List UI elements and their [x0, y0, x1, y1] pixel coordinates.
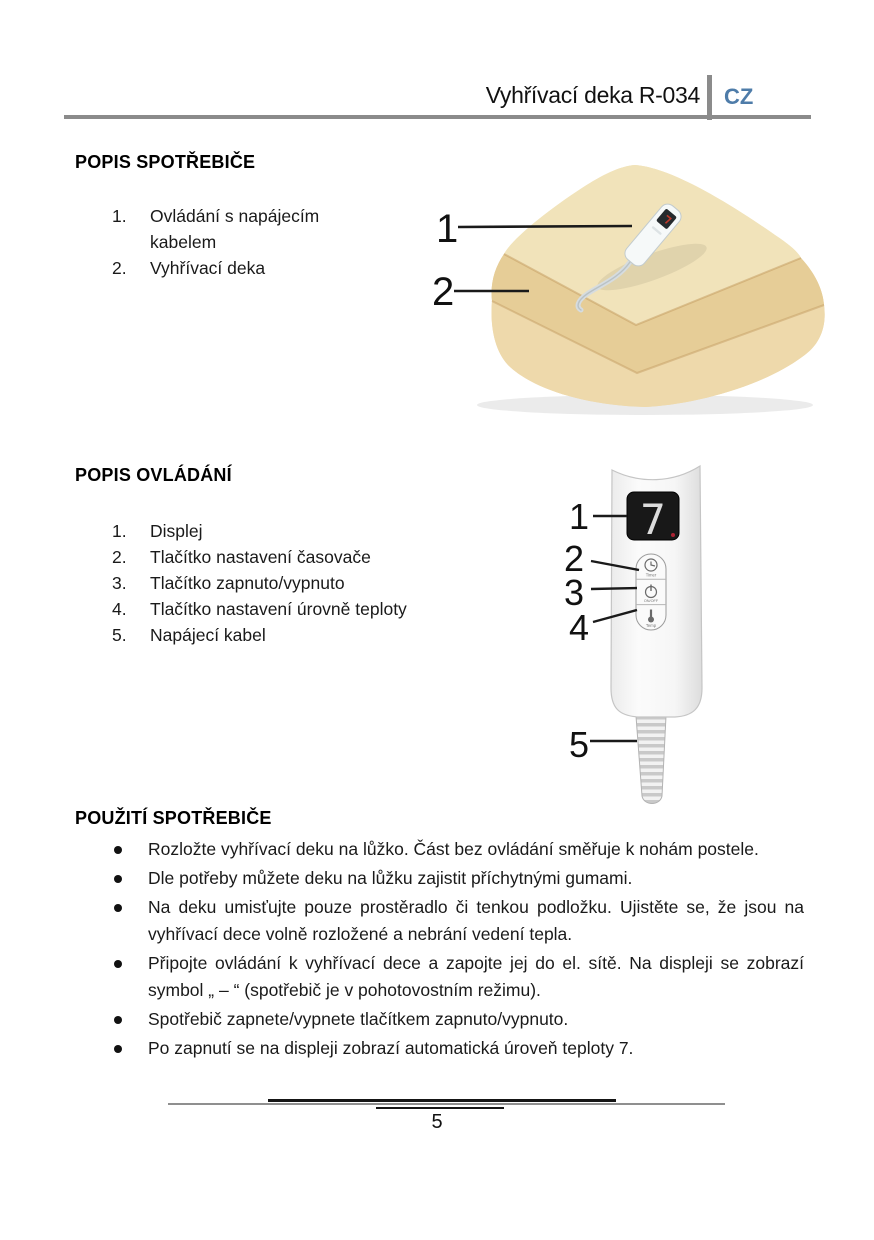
bullet-dot [100, 1006, 148, 1033]
figure-blanket [430, 155, 835, 415]
display-digit: 7 [640, 495, 666, 544]
bullet-item [100, 894, 804, 948]
callout-number-1: 1 [436, 207, 459, 251]
footer-rule-gray [168, 1103, 725, 1105]
bullet-text: Po zapnutí se na displeji zobrazí automatická úroveň teploty 7. [148, 1038, 634, 1058]
bullet-dot [100, 1035, 148, 1062]
list-popis-spotrebice [112, 203, 340, 281]
list-item [112, 596, 407, 622]
callout-number-5: 5 [569, 724, 590, 765]
list-item-number: 5. [112, 625, 127, 645]
language-badge: CZ [724, 84, 754, 109]
power-cable [636, 716, 666, 804]
bullet-item [100, 865, 804, 892]
usage-bullet-list [100, 836, 804, 1064]
list-item-number: 1. [112, 206, 127, 226]
bullet-text: Na deku umisťujte pouze prostěradlo či tenkou podložku. Ujistěte se, že jsou na vyhřívací dece volně rozložené a nebrání vedení tepla. [148, 897, 804, 944]
bullet-item [100, 1035, 804, 1062]
list-item-number: 2. [112, 258, 127, 278]
list-item-label: Tlačítko zapnuto/vypnuto [150, 573, 345, 593]
bullet-text: Spotřebič zapnete/vypnete tlačítkem zapnuto/vypnuto. [148, 1009, 569, 1029]
list-item-label: Vyhřívací deka [150, 258, 266, 278]
footer-rule-dark [268, 1099, 616, 1102]
page-number: 5 [431, 1111, 443, 1133]
callout-line-3 [591, 588, 637, 589]
header-rule [64, 115, 811, 119]
display-indicator-dot [671, 533, 675, 537]
callout-number-3: 3 [564, 572, 585, 613]
callout-number-2: 2 [564, 538, 585, 579]
temperature-button-label: Temp [645, 623, 657, 629]
header-divider-bar [707, 75, 712, 120]
bullet-dot [100, 950, 148, 1004]
list-item [112, 544, 407, 570]
callout-number-1: 1 [569, 496, 590, 537]
list-item-label: Ovládání s napájecím kabelem [150, 206, 320, 252]
bullet-dot [100, 836, 148, 863]
section-heading-popis-ovladani: POPIS OVLÁDÁNÍ [75, 465, 232, 485]
list-popis-ovladani [112, 518, 407, 648]
figure-controller [555, 450, 825, 815]
list-item-number: 2. [112, 547, 127, 567]
callout-line-1 [458, 226, 632, 227]
list-item-number: 3. [112, 573, 127, 593]
power-button-label: ON/OFF [643, 598, 659, 603]
callout-number-2: 2 [432, 270, 455, 314]
list-item-label: Tlačítko nastavení časovače [150, 547, 371, 567]
list-item-number: 4. [112, 599, 127, 619]
callout-number-4: 4 [569, 607, 590, 648]
blanket-illustration [430, 155, 835, 415]
list-item [112, 255, 340, 281]
list-item [112, 203, 340, 255]
bullet-dot [100, 865, 148, 892]
bullet-text: Připojte ovládání k vyhřívací dece a zapojte jej do el. sítě. Na displeji se zobrazí symbol „ – “ (spotřebič je v pohotovostním režimu). [148, 953, 804, 1000]
bullet-item [100, 836, 804, 863]
footer-rule-short [376, 1107, 504, 1109]
list-item-label: Displej [150, 521, 203, 541]
section-heading-pouziti-spotrebice: POUŽITÍ SPOTŘEBIČE [75, 808, 272, 828]
timer-button-label: Timer [645, 572, 657, 578]
bullet-item [100, 1006, 804, 1033]
bullet-text: Dle potřeby můžete deku na lůžku zajistit příchytnými gumami. [148, 868, 633, 888]
list-item-label: Napájecí kabel [150, 625, 266, 645]
section-heading-popis-spotrebice: POPIS SPOTŘEBIČE [75, 152, 256, 172]
list-item-label: Tlačítko nastavení úrovně teploty [150, 599, 407, 619]
list-item-number: 1. [112, 521, 127, 541]
list-item [112, 518, 407, 544]
document-title: Vyhřívací deka R-034 [485, 82, 700, 108]
list-item [112, 570, 407, 596]
bullet-text: Rozložte vyhřívací deku na lůžko. Část bez ovládání směřuje k nohám postele. [148, 839, 759, 859]
controller-illustration [555, 450, 825, 815]
bullet-dot [100, 894, 148, 948]
bullet-item [100, 950, 804, 1004]
list-item [112, 622, 407, 648]
